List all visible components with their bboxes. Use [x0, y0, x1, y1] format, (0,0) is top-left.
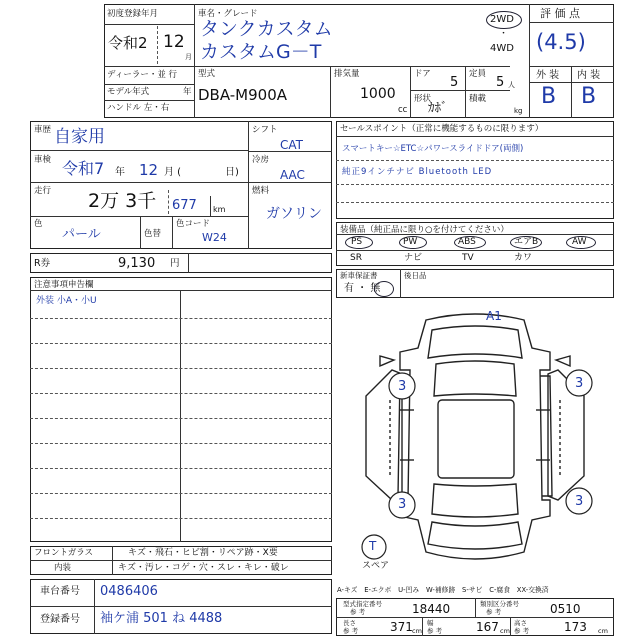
drive-dot: ・	[499, 29, 509, 39]
inspection-era: 令和7	[62, 159, 105, 178]
capacity-value: 5	[496, 75, 505, 90]
damage-legend: A-キズ E-エクボ U-凹み W-補修跡 S-サビ C-腐食 XX-交換済	[337, 586, 549, 594]
tire-mark-rear-right: 3	[575, 494, 584, 509]
tire-mark-front-right: 3	[575, 376, 584, 391]
load-label: 積載	[469, 94, 487, 104]
equipment-pw: PW	[403, 237, 418, 247]
exterior-label: 外 装	[536, 70, 560, 81]
first-reg-label: 初度登録年月	[107, 9, 159, 19]
recycle-value: 9,130	[118, 256, 156, 271]
model-cert-label: 型式指定番号	[343, 600, 382, 608]
class-label: 類別区分番号	[480, 600, 519, 608]
shape-value: ｶﾎﾞ	[428, 101, 448, 116]
ac-label: 冷房	[252, 155, 270, 165]
recycle-unit: 円	[170, 258, 180, 269]
rating-label: 評 価 点	[540, 7, 580, 20]
purpose-label: 車歴	[34, 125, 52, 135]
color-swatch-label: 色替	[144, 229, 162, 239]
tire-mark-front-left: 3	[398, 379, 407, 394]
shift-value: CAT	[280, 138, 303, 152]
mileage-value: 2万 3千	[88, 190, 157, 212]
model-value: DBA-M900A	[198, 86, 288, 104]
car-name-line2: カスタムG－T	[200, 41, 322, 63]
plate-label: 登録番号	[40, 614, 80, 625]
displacement-label: 排気量	[334, 69, 360, 79]
mileage-label: 走行	[34, 186, 52, 196]
shape-label: 形状	[414, 94, 432, 104]
length-label: 長さ	[343, 619, 356, 627]
equipment-sr: SR	[350, 253, 362, 263]
purpose-value: 自家用	[54, 127, 105, 147]
load-unit: kg	[514, 107, 523, 115]
dealer-label: ディーラー・並 行	[107, 70, 178, 80]
shift-label: シフト	[252, 125, 278, 135]
height-ref: 参 考	[514, 627, 530, 635]
notes-line1: 外装 小A・小U	[36, 296, 97, 306]
displacement-unit: cc	[398, 105, 408, 115]
displacement-value: 1000	[360, 86, 396, 102]
equipment-navi: ナビ	[404, 253, 423, 263]
notes-label: 注意事項申告欄	[34, 280, 94, 290]
warranty-label: 新車保証書	[340, 271, 378, 280]
width-unit: cm	[500, 627, 510, 635]
equipment-label: 装備品（純正品に限り○を付けてください）	[340, 225, 509, 235]
width-value: 167	[476, 620, 499, 634]
chassis-value: 0486406	[100, 584, 158, 599]
inspection-month: 12	[139, 161, 159, 179]
length-unit: cm	[412, 627, 422, 635]
fuel-value: ガソリン	[266, 206, 322, 222]
inspection-label: 車検	[34, 155, 52, 165]
width-label: 幅	[427, 619, 434, 627]
windshield-label: フロントガラス	[34, 548, 93, 558]
windshield-text: キズ・飛石・ヒビ割・リペア跡・X要	[128, 548, 278, 558]
inspection-day-unit: 日)	[225, 167, 239, 178]
car-name-line1: タンクカスタム	[200, 18, 333, 40]
steering-label: ハンドル 左・右	[107, 103, 170, 113]
sales-points-line2: 純正9インチナビ Bluetooth LED	[342, 167, 493, 177]
interior-label: 内装	[54, 563, 72, 573]
interior-grade-value: B	[581, 84, 597, 109]
mileage-sub: 677	[172, 198, 197, 213]
drive-2wd: 2WD	[490, 14, 514, 25]
fuel-label: 燃料	[252, 186, 270, 196]
exterior-value: B	[541, 84, 557, 109]
equipment-tv: TV	[462, 253, 474, 263]
inspection-month-unit: 月 (	[164, 167, 182, 178]
model-cert-ref: 参 考	[350, 608, 366, 616]
rating-value: (4.5)	[536, 30, 586, 54]
length-ref: 参 考	[343, 627, 359, 635]
car-name-label: 車名・グレード	[198, 9, 258, 19]
equipment-abs: ABS	[458, 237, 476, 247]
door-label: ドア	[414, 69, 431, 79]
height-label: 高さ	[514, 619, 527, 627]
equipment-ps: PS	[351, 237, 363, 247]
capacity-unit: 人	[508, 81, 515, 89]
model-year-unit: 年	[183, 87, 192, 97]
chassis-label: 車台番号	[40, 586, 80, 597]
warranty-value: 有 ・ 無	[344, 283, 381, 294]
spare-label: スペア	[362, 561, 390, 571]
height-unit: cm	[598, 627, 608, 635]
sales-points-label: セールスポイント（正常に機能するものに限ります）	[340, 124, 544, 134]
post-fit-label: 後日品	[404, 271, 427, 280]
equipment-aw: AW	[572, 237, 587, 247]
model-cert-value: 18440	[412, 602, 451, 616]
equipment-leather: カワ	[514, 253, 533, 263]
first-reg-month: 12	[163, 32, 185, 52]
recycle-frame	[30, 253, 332, 273]
equipment-airbag: エアB	[514, 237, 539, 247]
class-ref: 参 考	[486, 608, 502, 616]
car-diagram	[336, 300, 614, 580]
class-value: 0510	[550, 602, 581, 616]
model-label: 型式	[198, 69, 216, 79]
color-code-label: 色コード	[176, 219, 211, 229]
length-value: 371	[390, 620, 413, 634]
door-value: 5	[450, 75, 459, 90]
interior-grade-label: 内 装	[577, 70, 601, 81]
sales-points-line1: スマートキー☆ETC☆パワースライドドア(両側)	[342, 144, 524, 154]
spare-mark: T	[369, 539, 377, 553]
plate-value: 袖ケ浦 501 ね 4488	[100, 611, 223, 626]
height-value: 173	[564, 620, 587, 634]
notes-frame	[30, 277, 332, 542]
color-code-value: W24	[202, 231, 227, 244]
capacity-label: 定員	[469, 69, 487, 79]
tire-mark-rear-left: 3	[398, 497, 407, 512]
width-ref: 参 考	[427, 627, 443, 635]
color-label: 色	[34, 219, 43, 229]
mileage-unit: km	[213, 205, 226, 214]
drive-4wd: 4WD	[490, 43, 514, 54]
first-reg-era: 令和2	[108, 34, 148, 52]
warranty-circle	[374, 281, 394, 297]
damage-mark-a1: A1	[486, 309, 502, 323]
recycle-label: R券	[34, 258, 51, 269]
inspection-year-unit: 年	[115, 167, 125, 178]
color-value: パール	[62, 227, 101, 242]
interior-text: キズ・汚レ・コゲ・穴・スレ・キレ・破レ	[118, 563, 289, 573]
month-unit: 月	[185, 53, 192, 61]
ac-value: AAC	[280, 168, 305, 182]
model-year-label: モデル年式	[107, 87, 150, 97]
